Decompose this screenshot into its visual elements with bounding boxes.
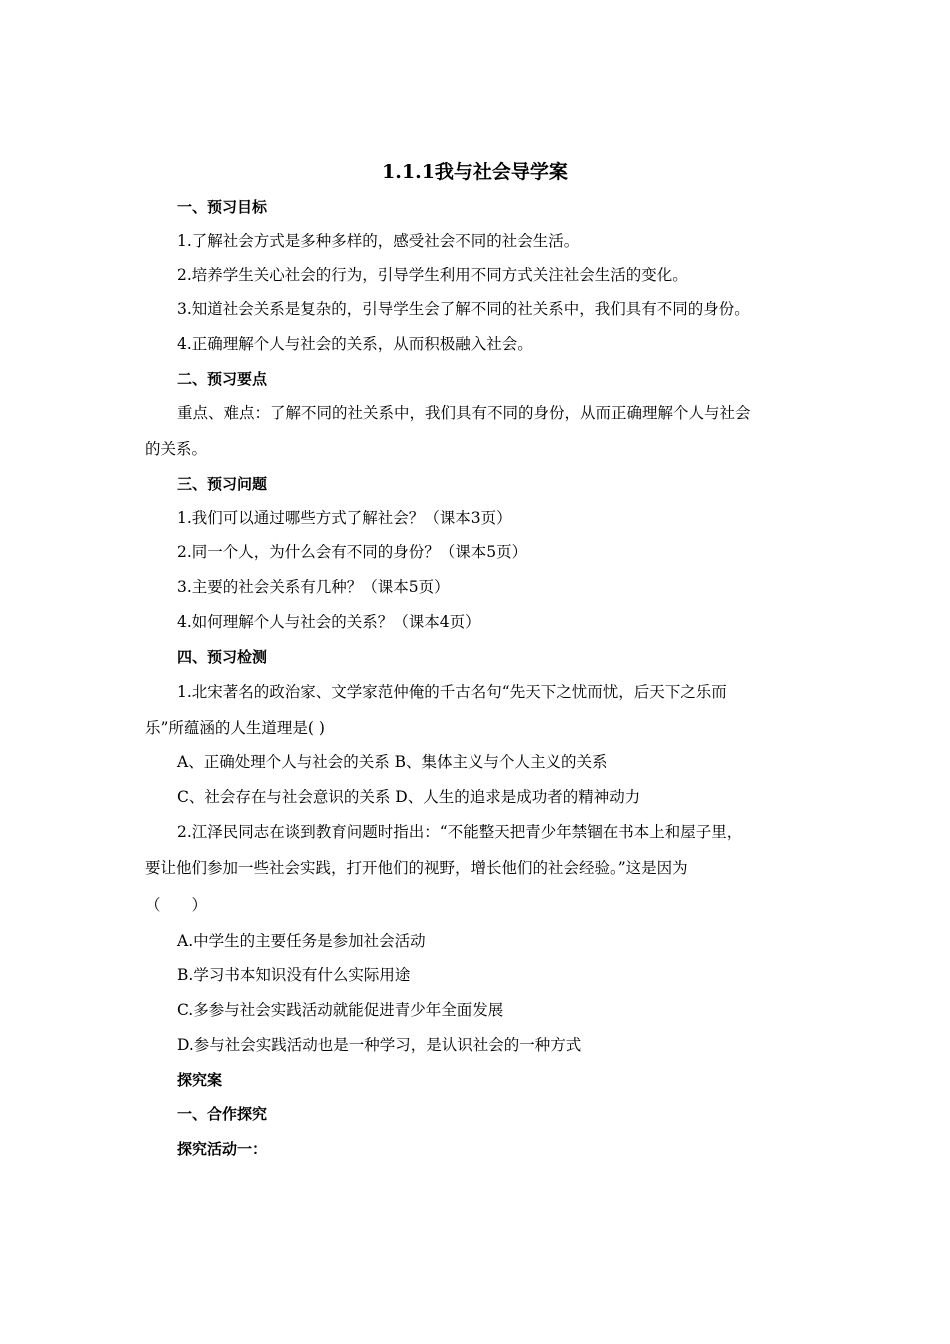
key-points-line-1: 重点、难点：了解不同的社关系中，我们具有不同的身份，从而正确理解个人与社会 <box>177 404 751 422</box>
page-title: 1.1.1我与社会导学案 <box>382 161 568 183</box>
explore-subheading: 一、合作探究 <box>177 1105 268 1123</box>
goal-item-1: 1.了解社会方式是多种多样的，感受社会不同的社会生活。 <box>177 232 580 250</box>
test-q1-options-cd: C、社会存在与社会意识的关系 D、人生的追求是成功者的精神动力 <box>177 788 641 806</box>
question-item-1: 1.我们可以通过哪些方式了解社会？（课本3页） <box>177 509 512 527</box>
explore-activity-one: 探究活动一： <box>177 1140 268 1158</box>
goal-item-2: 2.培养学生关心社会的行为，引导学生利用不同方式关注社会生活的变化。 <box>177 266 688 284</box>
explore-heading: 探究案 <box>177 1071 223 1089</box>
key-points-line-2: 的关系。 <box>145 440 208 458</box>
section-heading-preview-test: 四、预习检测 <box>177 648 268 666</box>
goal-item-4: 4.正确理解个人与社会的关系，从而积极融入社会。 <box>177 335 533 353</box>
test-q2-option-c: C.多参与社会实践活动就能促进青少年全面发展 <box>177 1001 504 1019</box>
test-q2-option-a: A.中学生的主要任务是参加社会活动 <box>177 932 426 950</box>
test-q1-line-1: 1.北宋著名的政治家、文学家范仲俺的千古名句“先天下之忧而忧，后天下之乐而 <box>177 683 727 701</box>
question-item-2: 2.同一个人，为什么会有不同的身份？（课本5页） <box>177 543 528 561</box>
question-item-4: 4.如何理解个人与社会的关系？（课本4页） <box>177 613 481 631</box>
test-q2-answer-blank: （ ） <box>145 896 208 914</box>
section-heading-preview-points: 二、预习要点 <box>177 370 268 388</box>
goal-item-3: 3.知道社会关系是复杂的，引导学生会了解不同的社关系中，我们具有不同的身份。 <box>177 300 750 318</box>
test-q2-line-2: 要让他们参加一些社会实践，打开他们的视野，增长他们的社会经验。”这是因为 <box>145 859 688 877</box>
test-q2-line-1: 2.江泽民同志在谈到教育问题时指出：“不能整天把青少年禁锢在书本上和屋子里， <box>177 823 743 841</box>
test-q2-option-b: B.学习书本知识没有什么实际用途 <box>177 966 411 984</box>
test-q1-options-ab: A、正确处理个人与社会的关系 B、集体主义与个人主义的关系 <box>177 753 608 771</box>
section-heading-preview-goals: 一、预习目标 <box>177 198 268 216</box>
question-item-3: 3.主要的社会关系有几种？（课本5页） <box>177 578 450 596</box>
section-heading-preview-questions: 三、预习问题 <box>177 475 268 493</box>
test-q2-option-d: D.参与社会实践活动也是一种学习，是认识社会的一种方式 <box>177 1036 582 1054</box>
test-q1-line-2: 乐”所蕴涵的人生道理是( ) <box>145 719 325 737</box>
